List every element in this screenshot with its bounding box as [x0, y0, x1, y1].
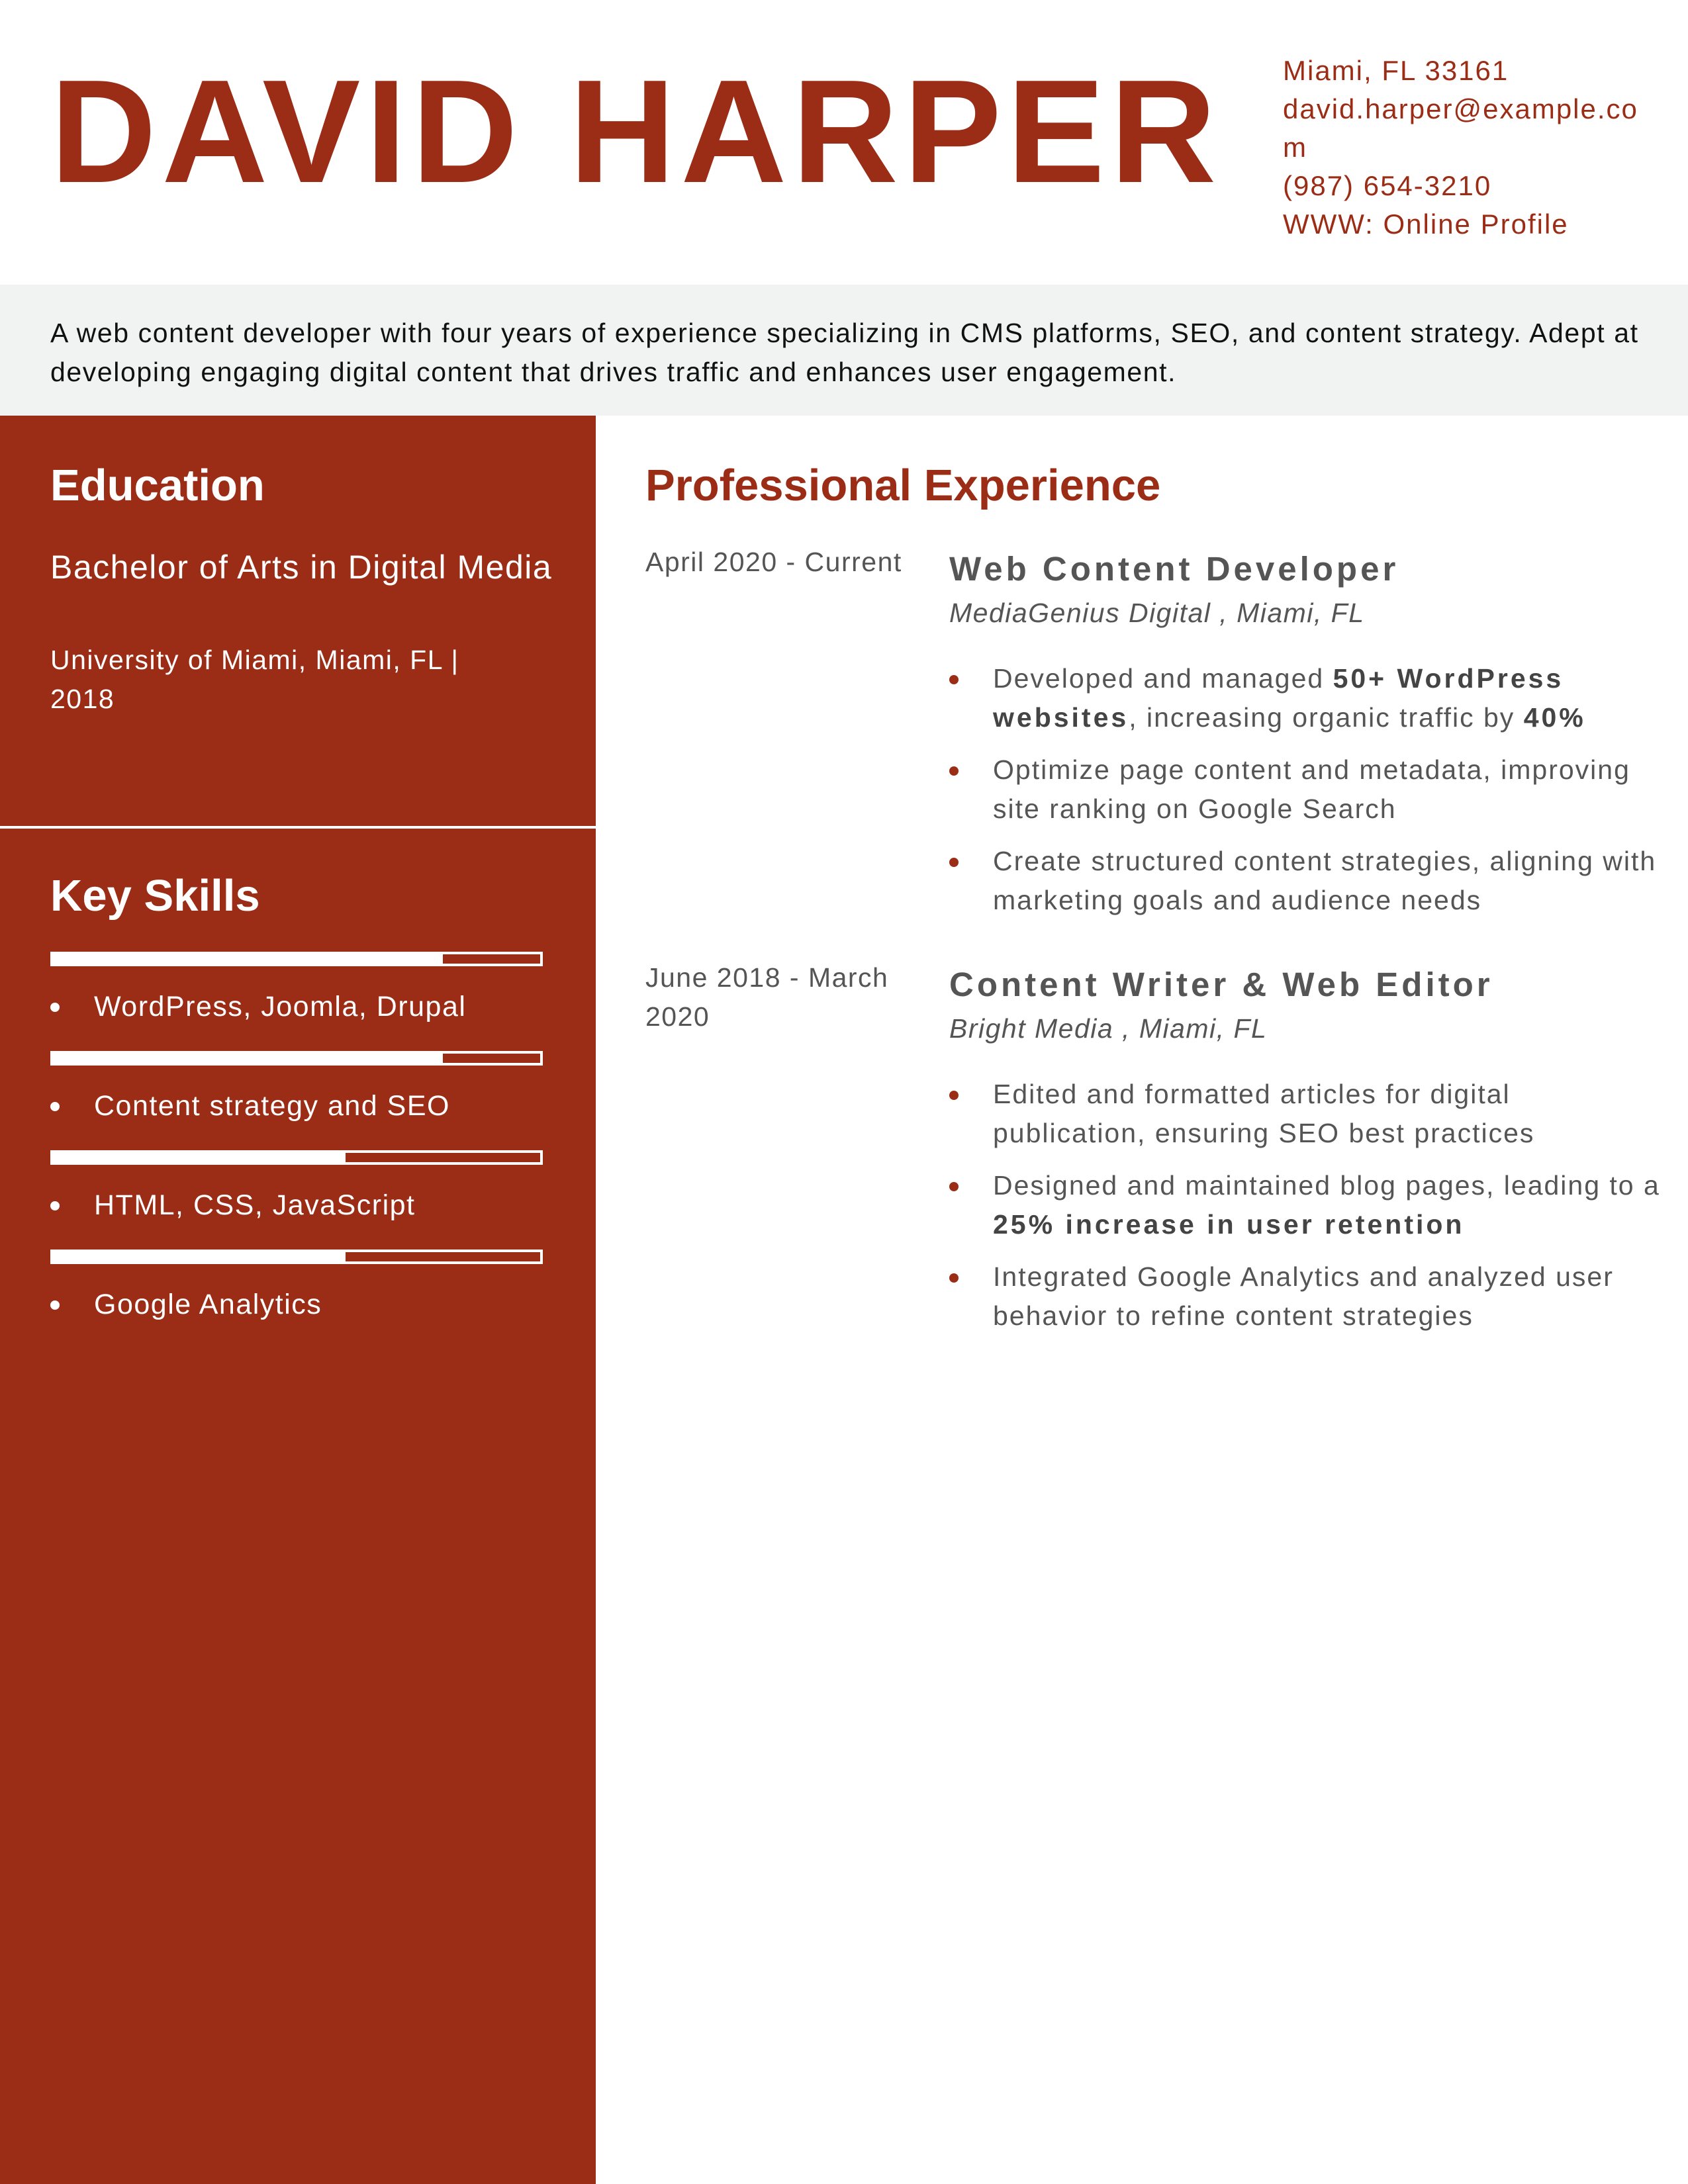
skill-level-bar: [50, 952, 543, 966]
skill-label: Content strategy and SEO: [94, 1090, 450, 1122]
job-bullet: Developed and managed 50+ WordPress websites, increasing organic traffic by 40%: [949, 659, 1664, 737]
skill-level-bar: [50, 1250, 543, 1264]
education-heading: Education: [50, 461, 265, 510]
job-bullet: Designed and maintained blog pages, leading to a 25% increase in user retention: [949, 1166, 1664, 1244]
job-company: MediaGenius Digital , Miami, FL: [949, 598, 1365, 628]
education-school: University of Miami, Miami, FL | 2018: [50, 645, 459, 714]
job-company: Bright Media , Miami, FL: [949, 1013, 1268, 1044]
job-title: Web Content Developer: [949, 550, 1399, 588]
bullet-icon: [949, 1091, 959, 1100]
bullet-icon: [50, 1102, 60, 1111]
contact-block: [1283, 52, 1654, 244]
bullet-icon: [50, 1201, 60, 1210]
skill-label: WordPress, Joomla, Drupal: [94, 991, 467, 1023]
job-bullet: Optimize page content and metadata, improving site ranking on Google Search: [949, 751, 1664, 829]
job-title: Content Writer & Web Editor: [949, 966, 1493, 1003]
sidebar-divider: [0, 826, 596, 829]
bullet-icon: [949, 858, 959, 867]
skills-heading: Key Skills: [50, 871, 260, 921]
bullet-icon: [949, 766, 959, 776]
skill-level-fill: [53, 1252, 346, 1261]
candidate-name: DAVID HARPER: [50, 50, 1222, 214]
job-dates: April 2020 - Current: [645, 547, 902, 577]
resume-header: [0, 0, 1688, 285]
job-bullet: Edited and formatted articles for digital publication, ensuring SEO best practices: [949, 1075, 1664, 1153]
skill-label: Google Analytics: [94, 1289, 322, 1320]
skill-level-fill: [53, 1153, 346, 1162]
contact-phone[interactable]: (987) 654-3210: [1283, 170, 1492, 201]
job-bullets: [949, 1075, 1664, 1349]
contact-website[interactable]: WWW: Online Profile: [1283, 208, 1569, 240]
job-dates: June 2018 - March 2020: [645, 962, 889, 1032]
skill-level-fill: [53, 954, 443, 964]
skill-label: HTML, CSS, JavaScript: [94, 1189, 416, 1221]
experience-heading: Professional Experience: [645, 461, 1161, 510]
bullet-icon: [50, 1003, 60, 1012]
bullet-icon: [50, 1300, 60, 1310]
job-bullet: Create structured content strategies, aligning with marketing goals and audience needs: [949, 842, 1664, 920]
job-bullets: [949, 659, 1664, 933]
skill-level-fill: [53, 1054, 443, 1063]
bullet-icon: [949, 675, 959, 684]
job-bullet: Integrated Google Analytics and analyzed user behavior to refine content strategies: [949, 1257, 1664, 1336]
contact-address: Miami, FL 33161: [1283, 55, 1509, 86]
education-degree: Bachelor of Arts in Digital Media: [50, 549, 553, 586]
contact-email[interactable]: david.harper@example.com: [1283, 93, 1638, 163]
skill-level-bar: [50, 1051, 543, 1066]
bullet-icon: [949, 1273, 959, 1283]
bullet-icon: [949, 1182, 959, 1191]
skill-level-bar: [50, 1150, 543, 1165]
summary-text: A web content developer with four years of experience specializing in CMS platforms, SEO, and content strategy. Adept at developing engaging digital content that drives traffic and enhances user engagement.: [50, 318, 1639, 387]
